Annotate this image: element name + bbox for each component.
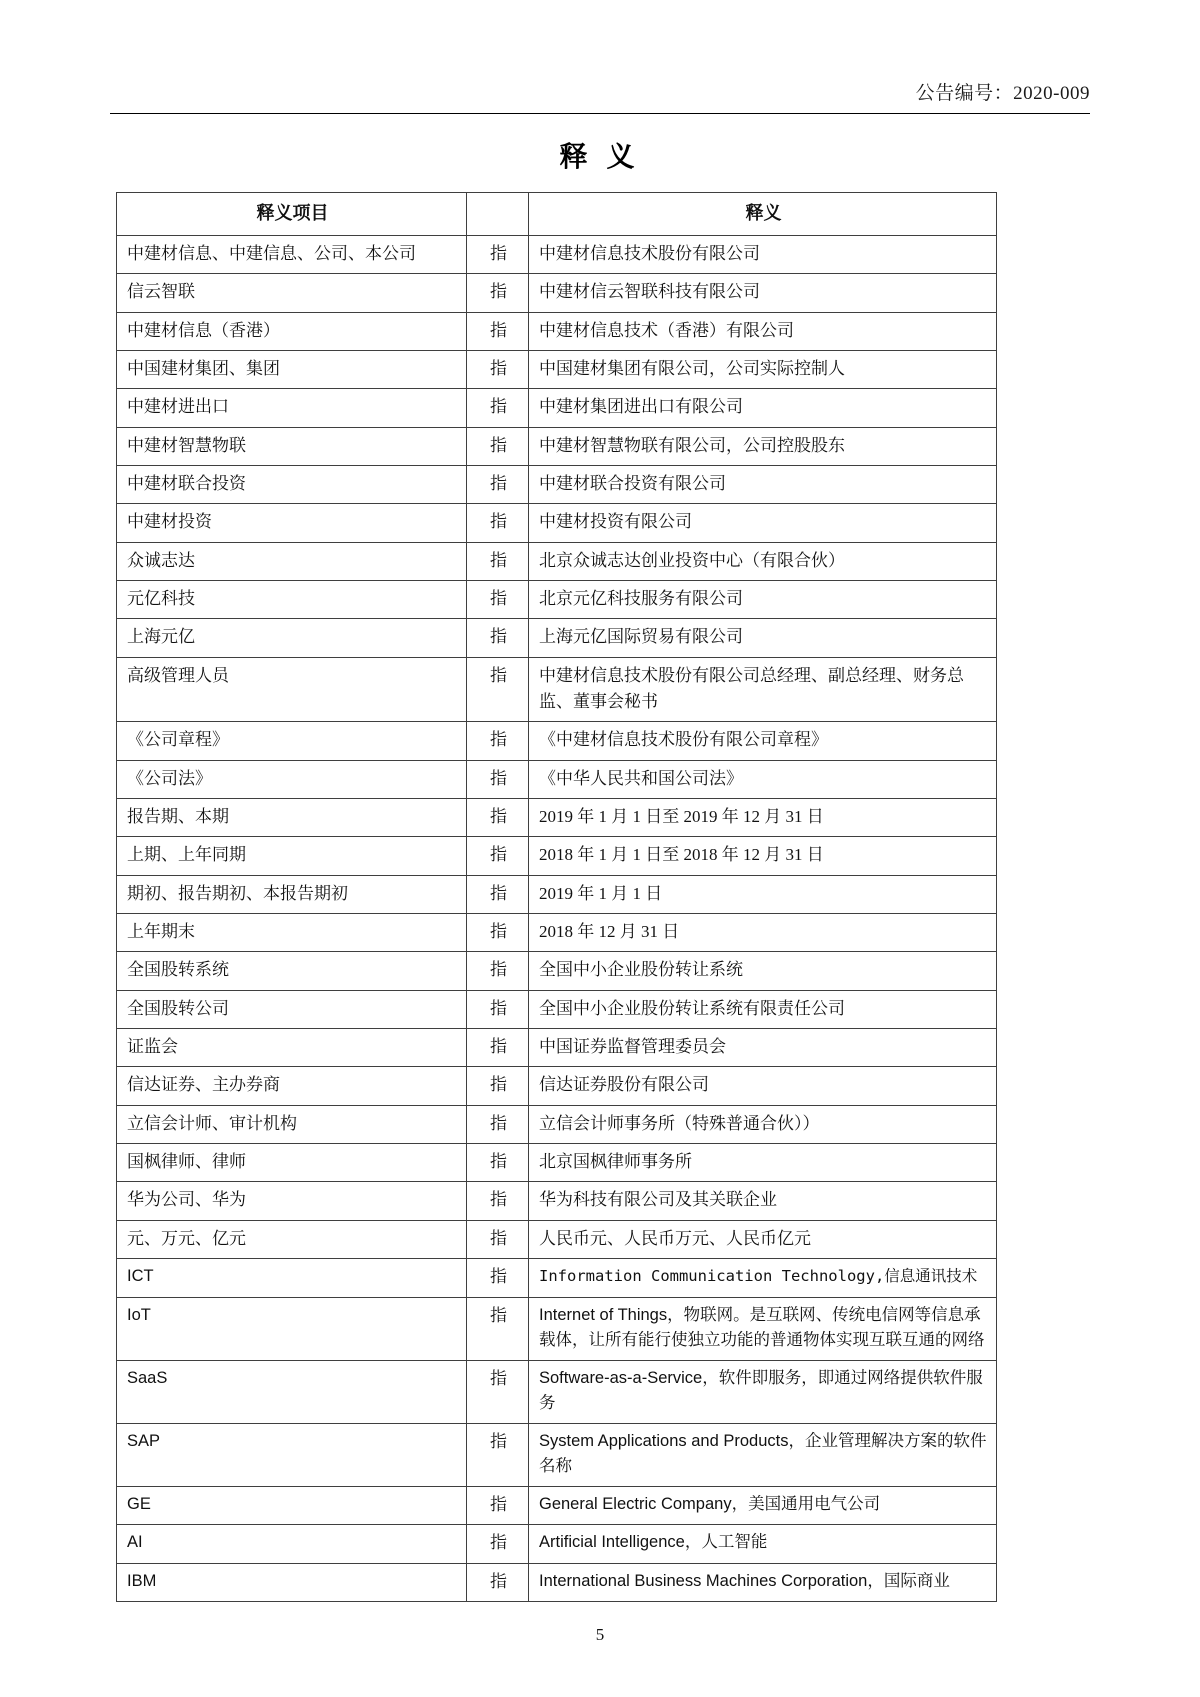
glossary-term: 中建材信息、中建信息、公司、本公司 [117, 235, 467, 273]
table-row [117, 1259, 997, 1297]
glossary-definition: 中建材投资有限公司 [529, 504, 997, 542]
glossary-term: 高级管理人员 [117, 657, 467, 722]
glossary-definition: 中建材联合投资有限公司 [529, 465, 997, 503]
glossary-term: 众诚志达 [117, 542, 467, 580]
glossary-means-marker: 指 [467, 837, 529, 875]
glossary-means-marker: 指 [467, 1067, 529, 1105]
glossary-means-marker: 指 [467, 875, 529, 913]
glossary-definition: System Applications and Products，企业管理解决方案的软件名称 [529, 1423, 997, 1486]
table-row [117, 952, 997, 990]
glossary-means-marker: 指 [467, 465, 529, 503]
glossary-term: 上年期末 [117, 914, 467, 952]
table-row [117, 760, 997, 798]
table-row [117, 350, 997, 388]
column-header-middle [467, 193, 529, 236]
glossary-definition: Artificial Intelligence，人工智能 [529, 1525, 997, 1563]
table-row [117, 427, 997, 465]
glossary-means-marker: 指 [467, 1259, 529, 1297]
glossary-term: 华为公司、华为 [117, 1182, 467, 1220]
table-row [117, 1029, 997, 1067]
glossary-means-marker: 指 [467, 619, 529, 657]
glossary-term: 中建材进出口 [117, 389, 467, 427]
glossary-definition: Information Communication Technology,信息通讯技术 [529, 1259, 997, 1297]
page-number: 5 [595, 1625, 605, 1644]
glossary-means-marker: 指 [467, 1563, 529, 1601]
glossary-term: 《公司法》 [117, 760, 467, 798]
glossary-definition: General Electric Company，美国通用电气公司 [529, 1486, 997, 1524]
glossary-term: AI [117, 1525, 467, 1563]
table-row [117, 914, 997, 952]
table-row [117, 1067, 997, 1105]
glossary-means-marker: 指 [467, 1144, 529, 1182]
glossary-definition: 北京元亿科技服务有限公司 [529, 580, 997, 618]
table-row [117, 1486, 997, 1524]
column-header-term: 释义项目 [117, 193, 467, 236]
table-row [117, 274, 997, 312]
glossary-term: 中国建材集团、集团 [117, 350, 467, 388]
table-row [117, 1423, 997, 1486]
glossary-term: 期初、报告期初、本报告期初 [117, 875, 467, 913]
table-row [117, 312, 997, 350]
glossary-definition: 信达证券股份有限公司 [529, 1067, 997, 1105]
glossary-definition: 全国中小企业股份转让系统 [529, 952, 997, 990]
glossary-term: SAP [117, 1423, 467, 1486]
glossary-term: 上期、上年同期 [117, 837, 467, 875]
glossary-term: 报告期、本期 [117, 799, 467, 837]
table-header-row [117, 193, 997, 236]
table-row [117, 1525, 997, 1563]
glossary-term: 信达证券、主办券商 [117, 1067, 467, 1105]
table-row [117, 504, 997, 542]
table-row [117, 990, 997, 1028]
glossary-means-marker: 指 [467, 235, 529, 273]
glossary-definition: 2019 年 1 月 1 日 [529, 875, 997, 913]
table-row [117, 1360, 997, 1423]
glossary-definition: 中建材信息技术（香港）有限公司 [529, 312, 997, 350]
table-row [117, 619, 997, 657]
glossary-definition: 北京众诚志达创业投资中心（有限合伙） [529, 542, 997, 580]
glossary-means-marker: 指 [467, 389, 529, 427]
glossary-term: 元亿科技 [117, 580, 467, 618]
glossary-definition: 北京国枫律师事务所 [529, 1144, 997, 1182]
table-row [117, 657, 997, 722]
table-row [117, 1297, 997, 1360]
glossary-term: 全国股转系统 [117, 952, 467, 990]
glossary-means-marker: 指 [467, 350, 529, 388]
glossary-term: 证监会 [117, 1029, 467, 1067]
glossary-means-marker: 指 [467, 990, 529, 1028]
glossary-definition: 中国证券监督管理委员会 [529, 1029, 997, 1067]
glossary-term: IBM [117, 1563, 467, 1601]
glossary-means-marker: 指 [467, 1182, 529, 1220]
glossary-term: 中建材信息（香港） [117, 312, 467, 350]
glossary-means-marker: 指 [467, 952, 529, 990]
glossary-means-marker: 指 [467, 760, 529, 798]
table-row [117, 837, 997, 875]
table-row [117, 799, 997, 837]
glossary-term: 立信会计师、审计机构 [117, 1105, 467, 1143]
glossary-term: 中建材联合投资 [117, 465, 467, 503]
glossary-definition: 2018 年 12 月 31 日 [529, 914, 997, 952]
page-title: 释 义 [559, 142, 641, 173]
glossary-means-marker: 指 [467, 657, 529, 722]
glossary-definition: 2018 年 1 月 1 日至 2018 年 12 月 31 日 [529, 837, 997, 875]
glossary-term: 《公司章程》 [117, 722, 467, 760]
glossary-definition: 中建材信云智联科技有限公司 [529, 274, 997, 312]
glossary-definition: 《中华人民共和国公司法》 [529, 760, 997, 798]
table-row [117, 465, 997, 503]
glossary-means-marker: 指 [467, 1297, 529, 1360]
glossary-means-marker: 指 [467, 1423, 529, 1486]
glossary-definition: 中建材信息技术股份有限公司 [529, 235, 997, 273]
glossary-definition: 中建材集团进出口有限公司 [529, 389, 997, 427]
glossary-definition: 《中建材信息技术股份有限公司章程》 [529, 722, 997, 760]
column-header-definition: 释义 [529, 193, 997, 236]
glossary-term: 国枫律师、律师 [117, 1144, 467, 1182]
glossary-term: GE [117, 1486, 467, 1524]
glossary-means-marker: 指 [467, 799, 529, 837]
table-row [117, 1220, 997, 1258]
glossary-means-marker: 指 [467, 542, 529, 580]
glossary-definition: Internet of Things，物联网。是互联网、传统电信网等信息承载体，让所有能行使独立功能的普通物体实现互联互通的网络 [529, 1297, 997, 1360]
glossary-means-marker: 指 [467, 1360, 529, 1423]
glossary-means-marker: 指 [467, 914, 529, 952]
glossary-term: 上海元亿 [117, 619, 467, 657]
glossary-means-marker: 指 [467, 1486, 529, 1524]
glossary-definition: 立信会计师事务所（特殊普通合伙）） [529, 1105, 997, 1143]
table-row [117, 1182, 997, 1220]
glossary-definition: 中建材智慧物联有限公司，公司控股股东 [529, 427, 997, 465]
announcement-code: 公告编号：2020-009 [915, 83, 1090, 104]
glossary-means-marker: 指 [467, 722, 529, 760]
table-row [117, 875, 997, 913]
glossary-definition: Software-as-a-Service，软件即服务，即通过网络提供软件服务 [529, 1360, 997, 1423]
glossary-term: 中建材投资 [117, 504, 467, 542]
glossary-means-marker: 指 [467, 312, 529, 350]
glossary-definition: 全国中小企业股份转让系统有限责任公司 [529, 990, 997, 1028]
table-row [117, 542, 997, 580]
glossary-table-body [117, 235, 997, 1601]
glossary-means-marker: 指 [467, 1029, 529, 1067]
glossary-definition: 上海元亿国际贸易有限公司 [529, 619, 997, 657]
table-row [117, 1144, 997, 1182]
glossary-term: 中建材智慧物联 [117, 427, 467, 465]
glossary-definition: 中建材信息技术股份有限公司总经理、副总经理、财务总监、董事会秘书 [529, 657, 997, 722]
table-row [117, 722, 997, 760]
page-header [110, 78, 1090, 114]
header-divider [110, 113, 1090, 114]
table-row [117, 235, 997, 273]
glossary-means-marker: 指 [467, 1220, 529, 1258]
glossary-definition: 人民币元、人民币万元、人民币亿元 [529, 1220, 997, 1258]
glossary-term: 全国股转公司 [117, 990, 467, 1028]
table-row [117, 389, 997, 427]
glossary-term: SaaS [117, 1360, 467, 1423]
glossary-definition: International Business Machines Corporation，国际商业 [529, 1563, 997, 1601]
table-row [117, 1105, 997, 1143]
glossary-means-marker: 指 [467, 504, 529, 542]
glossary-term: IoT [117, 1297, 467, 1360]
glossary-definition: 中国建材集团有限公司，公司实际控制人 [529, 350, 997, 388]
table-row [117, 1563, 997, 1601]
glossary-term: ICT [117, 1259, 467, 1297]
glossary-table [116, 192, 997, 1602]
glossary-term: 信云智联 [117, 274, 467, 312]
table-row [117, 580, 997, 618]
glossary-means-marker: 指 [467, 1525, 529, 1563]
glossary-means-marker: 指 [467, 1105, 529, 1143]
glossary-means-marker: 指 [467, 427, 529, 465]
glossary-means-marker: 指 [467, 580, 529, 618]
glossary-term: 元、万元、亿元 [117, 1220, 467, 1258]
glossary-means-marker: 指 [467, 274, 529, 312]
glossary-definition: 华为科技有限公司及其关联企业 [529, 1182, 997, 1220]
glossary-definition: 2019 年 1 月 1 日至 2019 年 12 月 31 日 [529, 799, 997, 837]
